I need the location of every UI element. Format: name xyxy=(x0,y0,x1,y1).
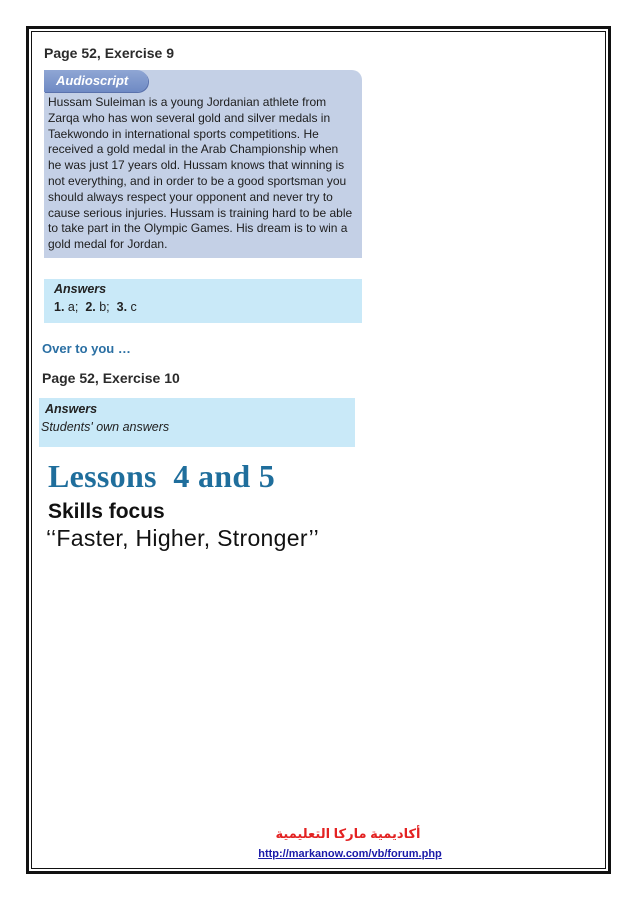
exercise10-answers-box xyxy=(39,398,355,447)
footer-arabic-text: أكاديمية ماركا التعليمية xyxy=(275,826,421,841)
exercise9-answers-list xyxy=(54,300,137,314)
over-to-you-heading: Over to you … xyxy=(42,341,131,356)
audioscript-line: he was just 17 years old. Hussam knows that winning is xyxy=(48,158,345,173)
exercise10-answers-title: Answers xyxy=(45,402,98,416)
exercise9-answers-title: Answers xyxy=(54,282,107,296)
skills-focus-heading: Skills focus xyxy=(48,500,165,523)
audioscript-text xyxy=(48,95,360,253)
audioscript-line: gold medal for Jordan. xyxy=(48,237,168,252)
audioscript-line: Zarqa who has won several gold and silver medals in xyxy=(48,110,331,125)
answer-value: a; xyxy=(67,300,79,314)
audioscript-line: Taekwondo in international sports competitions. He xyxy=(48,126,319,141)
answer-number: 3. xyxy=(116,300,128,314)
audioscript-tab xyxy=(44,70,148,92)
audioscript-line: to take part in the Olympic Games. His dream is to win a xyxy=(48,221,348,236)
answer-number: 2. xyxy=(85,300,96,314)
audioscript-line: not everything, and in order to be a good sportsman you xyxy=(48,173,347,188)
exercise10-heading: Page 52, Exercise 10 xyxy=(42,370,180,386)
exercise9-heading: Page 52, Exercise 9 xyxy=(44,45,174,61)
lessons-title: Lessons 4 and 5 xyxy=(48,458,276,494)
answer-number: 1. xyxy=(54,300,65,314)
footer-url-link[interactable]: http://markanow.com/vb/forum.php xyxy=(258,848,442,860)
audioscript-line: Hussam Suleiman is a young Jordanian athlete from xyxy=(48,95,327,109)
audioscript-label: Audioscript xyxy=(56,73,129,88)
exercise9-answers-box xyxy=(44,279,362,323)
audioscript-line: should always respect your opponent and never try to xyxy=(48,189,333,204)
audioscript-line: received a gold medal in the Arab Championship when xyxy=(48,142,339,157)
answer-value: c xyxy=(130,300,137,314)
lesson-quote: ‘‘Faster, Higher, Stronger’’ xyxy=(46,525,320,551)
answer-value: b; xyxy=(99,300,110,314)
exercise10-answers-text: Students' own answers xyxy=(41,420,170,434)
audioscript-line: cause serious injuries. Hussam is training hard to be able xyxy=(48,205,353,220)
